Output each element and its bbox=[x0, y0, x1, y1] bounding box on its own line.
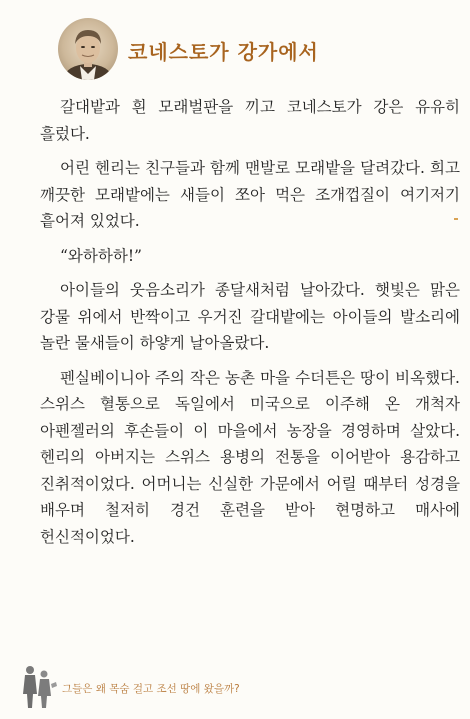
people-silhouette-icon bbox=[16, 660, 60, 710]
paragraph: 어린 헨리는 친구들과 함께 맨발로 모래밭을 달려갔다. 희고 깨끗한 모래밭에는 새들이 쪼아 먹은 조개껍질이 여기저기 흩어져 있었다. bbox=[40, 159, 460, 230]
chapter-header bbox=[58, 18, 458, 88]
chapter-title: 코네스토가 강가에서 bbox=[128, 40, 319, 64]
footer-running-title: 그들은 왜 목숨 걸고 조선 땅에 왔을까? bbox=[62, 683, 240, 695]
decorative-mark bbox=[454, 218, 458, 220]
page-footer bbox=[16, 660, 456, 714]
body-text bbox=[40, 94, 460, 558]
paragraph: 아이들의 웃음소리가 종달새처럼 날아갔다. 햇빛은 맑은 강물 위에서 반짝이고 우거진 갈대밭에는 아이들의 발소리에 놀란 물새들이 하얗게 날아올랐다. bbox=[40, 281, 460, 352]
dialogue-line: “와하하하!” bbox=[60, 246, 142, 265]
paragraph: 펜실베이니아 주의 작은 농촌 마을 수더튼은 땅이 비옥했다. 스위스 혈통으로 독일에서 미국으로 이주해 온 개척자 아펜젤러의 후손들이 이 마을에서 농장을 경영하며 살았다. 헨리의 아버지는 스위스 용병의 전통을 이어받아 용감하고 진취적이었다. 어머니는 신실한 가문에서 어릴 때부터 성경을 배우며 철저히 경건 훈련을 받아 현명하고 매사에 헌신적이었다. bbox=[40, 368, 460, 546]
paragraph: 갈대밭과 흰 모래벌판을 끼고 코네스토가 강은 유유히 흘렀다. bbox=[40, 98, 460, 143]
portrait-image bbox=[58, 18, 118, 80]
